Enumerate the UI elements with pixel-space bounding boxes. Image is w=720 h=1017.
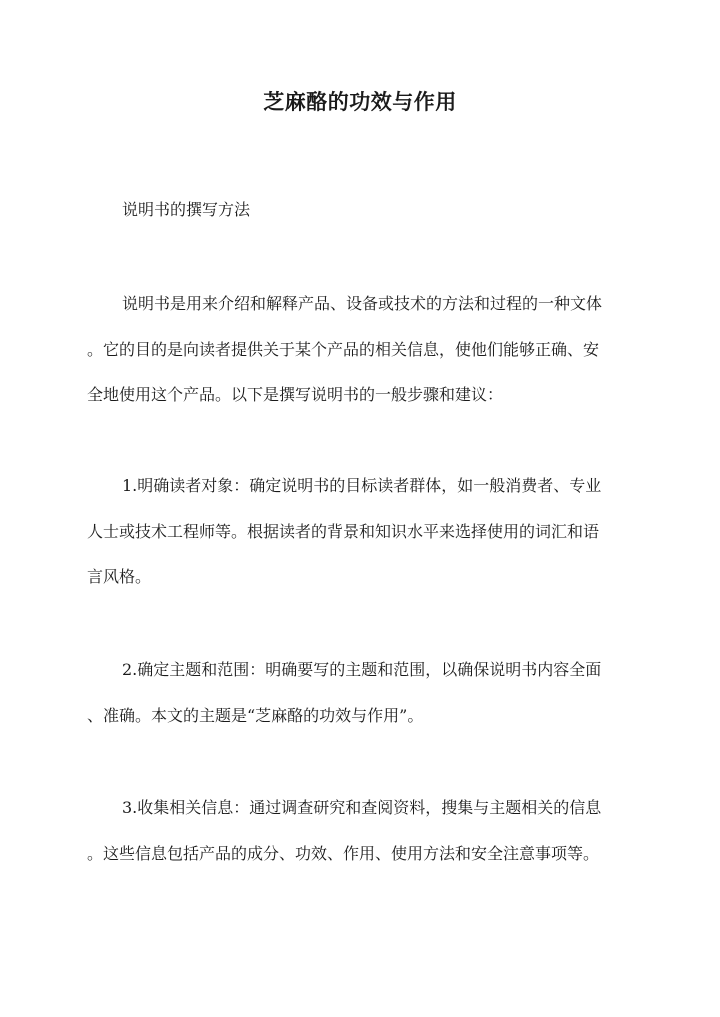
paragraph-line: 。这些信息包括产品的成分、功效、作用、使用方法和安全注意事项等。 (87, 843, 600, 863)
paragraph-line: 说明书是用来介绍和解释产品、设备或技术的方法和过程的一种文体 (122, 294, 603, 313)
paragraph-line: 人士或技术工程师等。根据读者的背景和知识水平来选择使用的词汇和语 (87, 521, 600, 541)
paragraph-line: 3.收集相关信息：通过调查研究和查阅资料，搜集与主题相关的信息 (122, 798, 602, 817)
section-heading: 说明书的撰写方法 (122, 200, 251, 219)
paragraph-step-2 (87, 647, 635, 738)
document-title: 芝麻酪的功效与作用 (263, 89, 457, 114)
paragraph-line: 2.确定主题和范围：明确要写的主题和范围，以确保说明书内容全面 (122, 660, 602, 679)
paragraph-line: 、准确。本文的主题是“芝麻酪的功效与作用”。 (87, 705, 424, 725)
paragraph-line: 。它的目的是向读者提供关于某个产品的相关信息，使他们能够正确、安 (87, 339, 600, 359)
paragraph-line: 1.明确读者对象：确定说明书的目标读者群体，如一般消费者、专业 (122, 476, 602, 495)
paragraph-step-1 (87, 463, 635, 600)
paragraph-intro (87, 281, 635, 418)
paragraph-step-3 (87, 785, 635, 876)
paragraph-line: 言风格。 (87, 567, 152, 586)
paragraph-line: 全地使用这个产品。以下是撰写说明书的一般步骤和建议： (87, 385, 504, 404)
